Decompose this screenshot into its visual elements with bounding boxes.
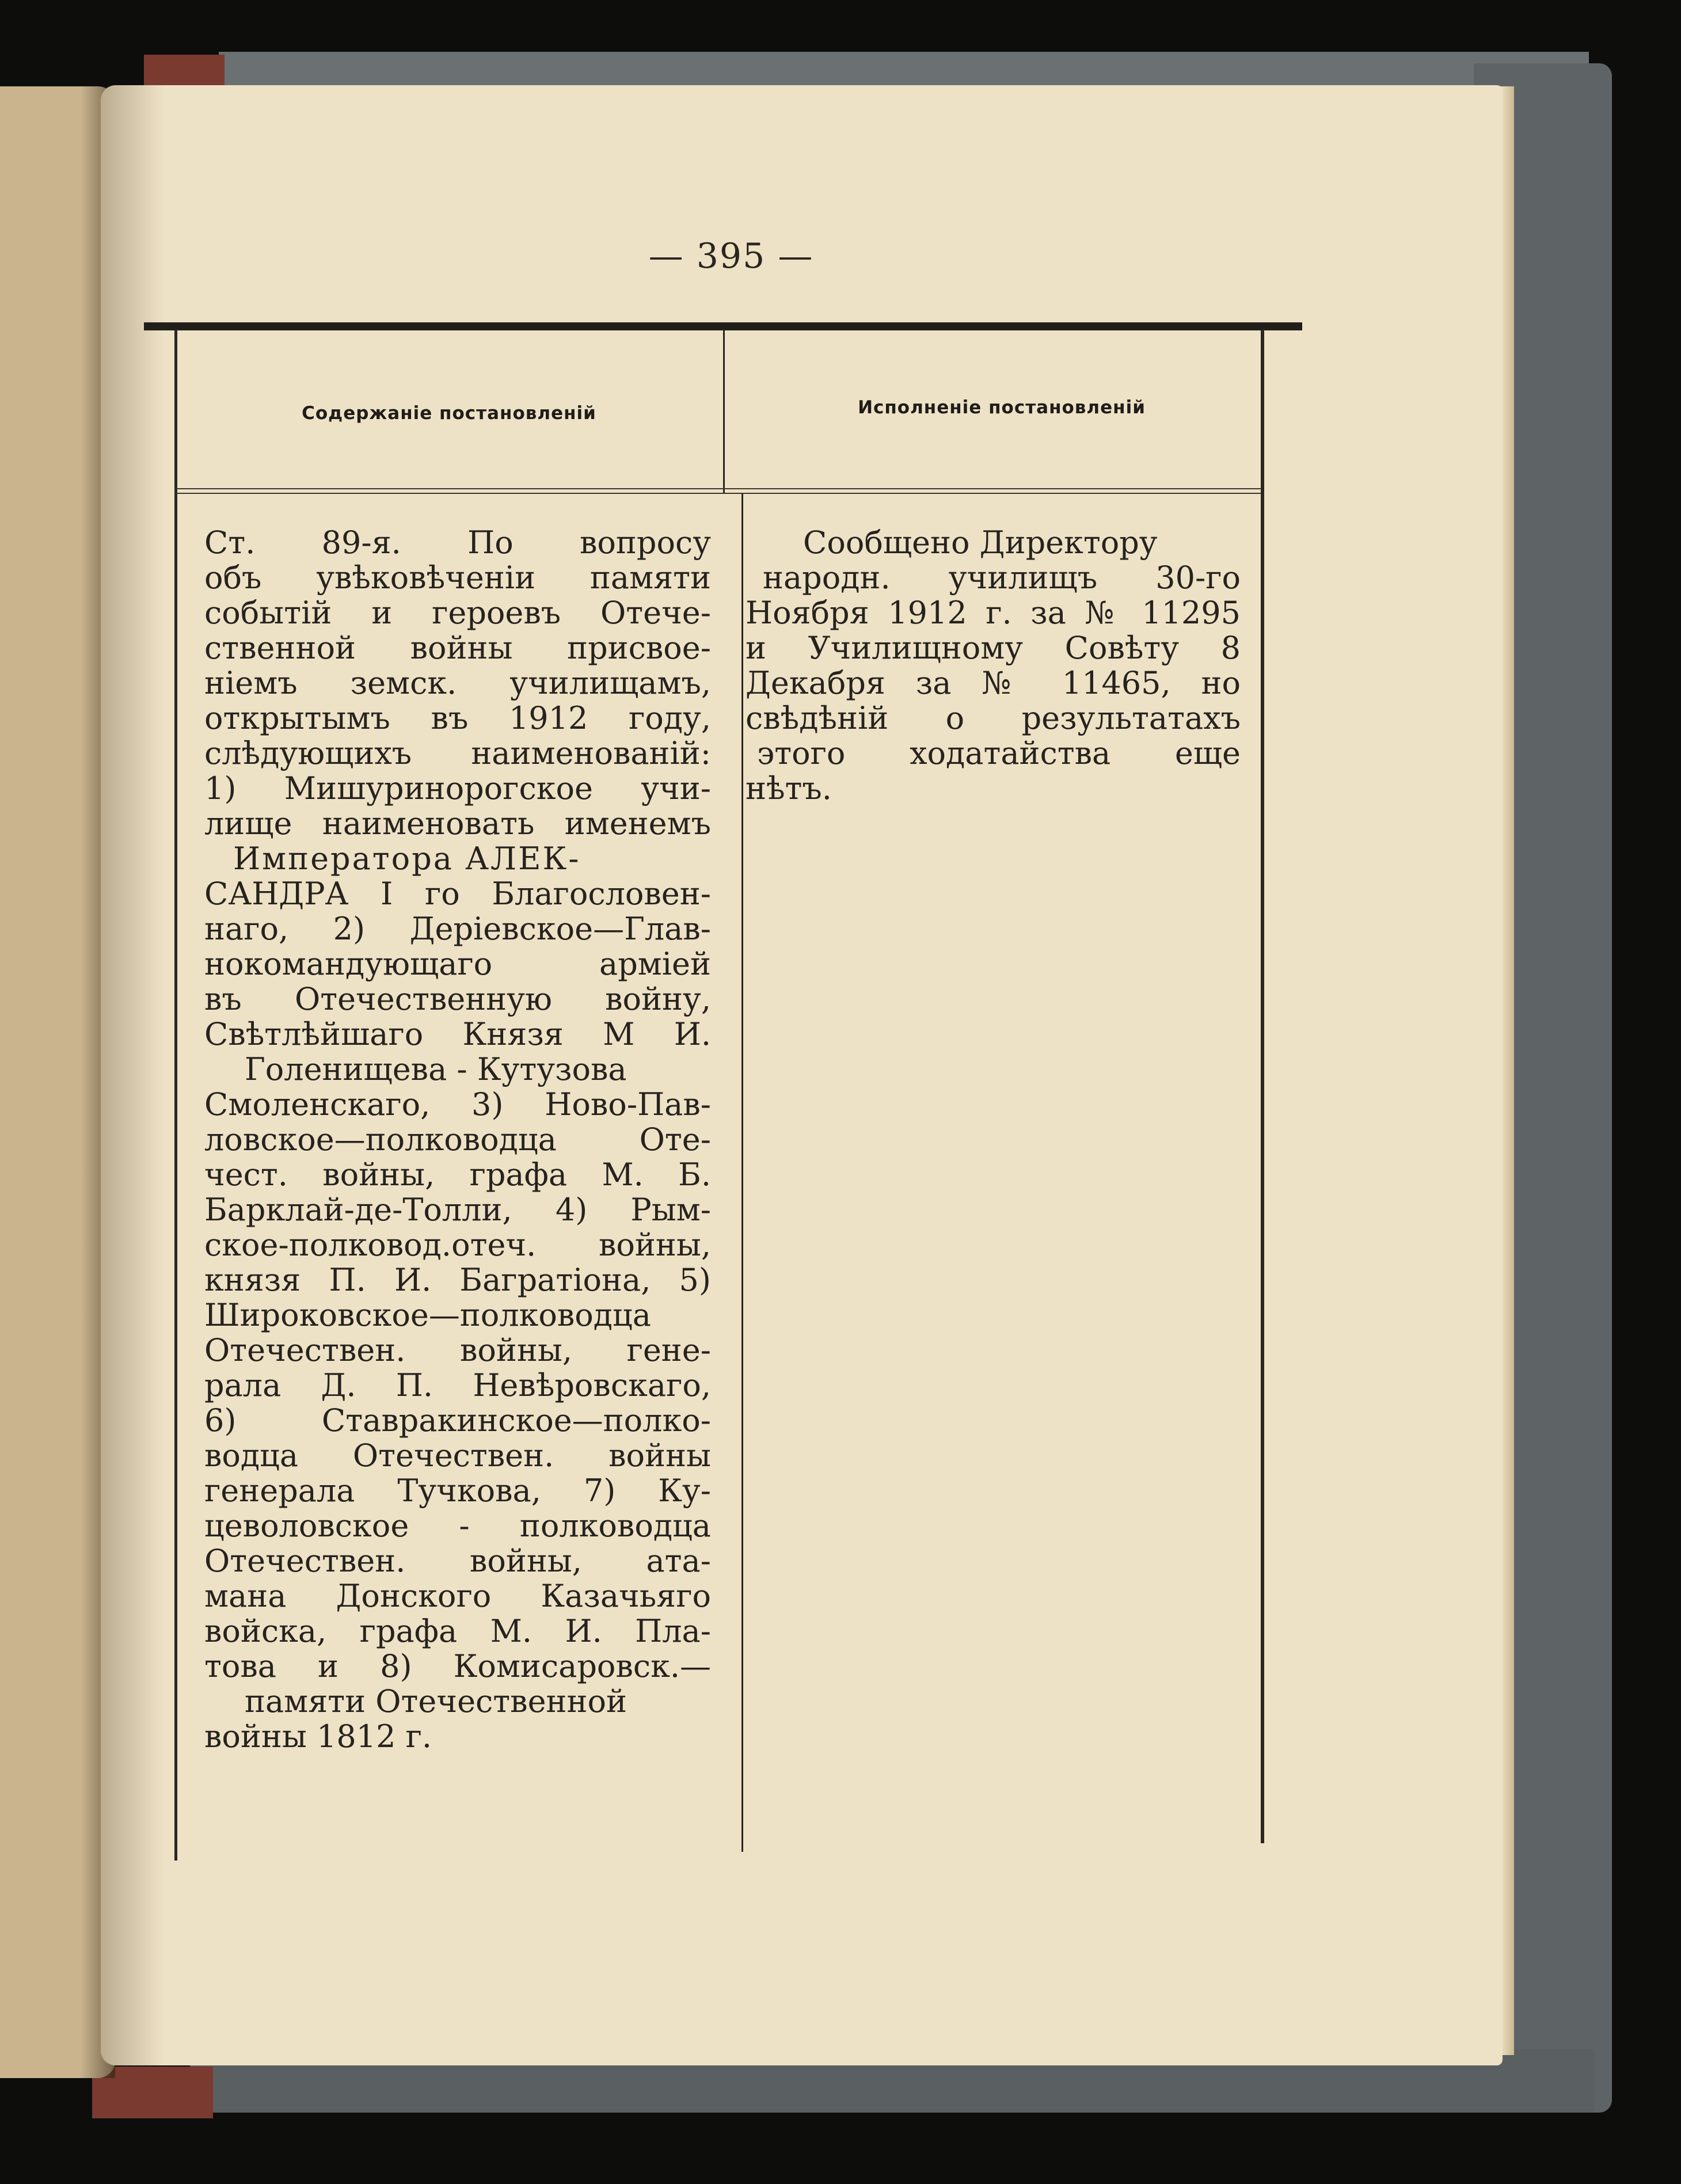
- text-line: Императора АЛЕК-: [233, 840, 581, 877]
- text-line: свѣдѣній о результатахъ: [746, 700, 1241, 736]
- text-line: объ увѣковѣченіи памяти: [204, 560, 711, 596]
- text-line: ловское—полководца Оте-: [204, 1121, 711, 1158]
- text-line: этого ходатайства еще: [757, 735, 1241, 771]
- text-line: чест. войны, графа М. Б.: [204, 1156, 711, 1193]
- table-column-divider-upper: [723, 329, 725, 493]
- text-line: Ноября 1912 г. за № 11295: [746, 595, 1241, 631]
- text-line: Отечествен. войны, гене-: [204, 1332, 711, 1368]
- text-line: генерала Тучкова, 7) Ку-: [204, 1473, 711, 1509]
- text-line: това и 8) Комисаровск.—: [204, 1648, 711, 1684]
- table-left-border: [174, 329, 177, 1860]
- text-line: слѣдующихъ наименованій:: [204, 735, 711, 771]
- text-line: 6) Ставракинское—полко-: [204, 1402, 711, 1439]
- text-line: событій и героевъ Отече-: [204, 595, 711, 631]
- column-header-content: Содержаніе постановленій: [302, 403, 596, 424]
- text-line: и Училищному Совѣту 8: [746, 630, 1241, 666]
- text-line: мана Донского Казачьяго: [204, 1578, 711, 1614]
- resolution-execution-text: [746, 525, 1241, 806]
- text-line: 1) Мишуринорогское учи-: [204, 770, 711, 806]
- text-line: САНДРА I го Благословен-: [204, 876, 711, 912]
- text-line: нѣтъ.: [746, 770, 832, 806]
- column-header-execution: Исполненіе постановленій: [858, 397, 1146, 418]
- text-line: въ Отечественную войну,: [204, 981, 711, 1017]
- text-line: войска, графа М. И. Пла-: [204, 1613, 711, 1649]
- text-line: ственной войны присвое-: [204, 630, 711, 666]
- text-line: лище наименовать именемъ: [204, 805, 711, 842]
- text-line: Отечествен. войны, ата-: [204, 1543, 711, 1579]
- text-line: ніемъ земск. училищамъ,: [204, 665, 711, 701]
- table-column-divider-lower: [741, 493, 743, 1852]
- text-line: цеволовское - полководца: [204, 1508, 711, 1544]
- text-line: рала Д. П. Невѣровскаго,: [204, 1367, 711, 1403]
- text-line: Свѣтлѣйшаго Князя М И.: [204, 1016, 711, 1052]
- text-line: нокомандующаго армiей: [204, 946, 711, 982]
- table-header-rule: [176, 488, 1261, 494]
- text-line: водца Отечествен. войны: [204, 1437, 711, 1474]
- text-line: Декабря за № 11465, но: [746, 665, 1241, 701]
- text-line: ское-полковод.отеч. войны,: [204, 1227, 711, 1263]
- text-line: Широковское—полководца: [204, 1297, 651, 1333]
- text-line: открытымъ въ 1912 году,: [204, 700, 711, 736]
- text-line: князя П. И. Багратіона, 5): [204, 1262, 711, 1298]
- text-line: наго, 2) Деріевское—Глав-: [204, 911, 711, 947]
- text-line: памяти Отечественной: [245, 1683, 627, 1719]
- text-line: Барклай-де-Толли, 4) Рым-: [204, 1192, 711, 1228]
- text-line: войны 1812 г.: [204, 1718, 432, 1755]
- resolution-content-text: [204, 525, 711, 1754]
- text-line: Ст. 89-я. По вопросу: [204, 524, 711, 561]
- table-right-border: [1261, 329, 1264, 1843]
- text-line: Сообщено Директору: [803, 524, 1158, 561]
- page-number: — 395 —: [648, 236, 814, 276]
- text-line: народн. училищъ 30-го: [763, 560, 1241, 596]
- page-gutter-shadow: [101, 85, 164, 2065]
- text-line: Голенищева - Кутузова: [245, 1051, 627, 1087]
- text-line: Смоленскаго, 3) Ново-Пав-: [204, 1086, 711, 1123]
